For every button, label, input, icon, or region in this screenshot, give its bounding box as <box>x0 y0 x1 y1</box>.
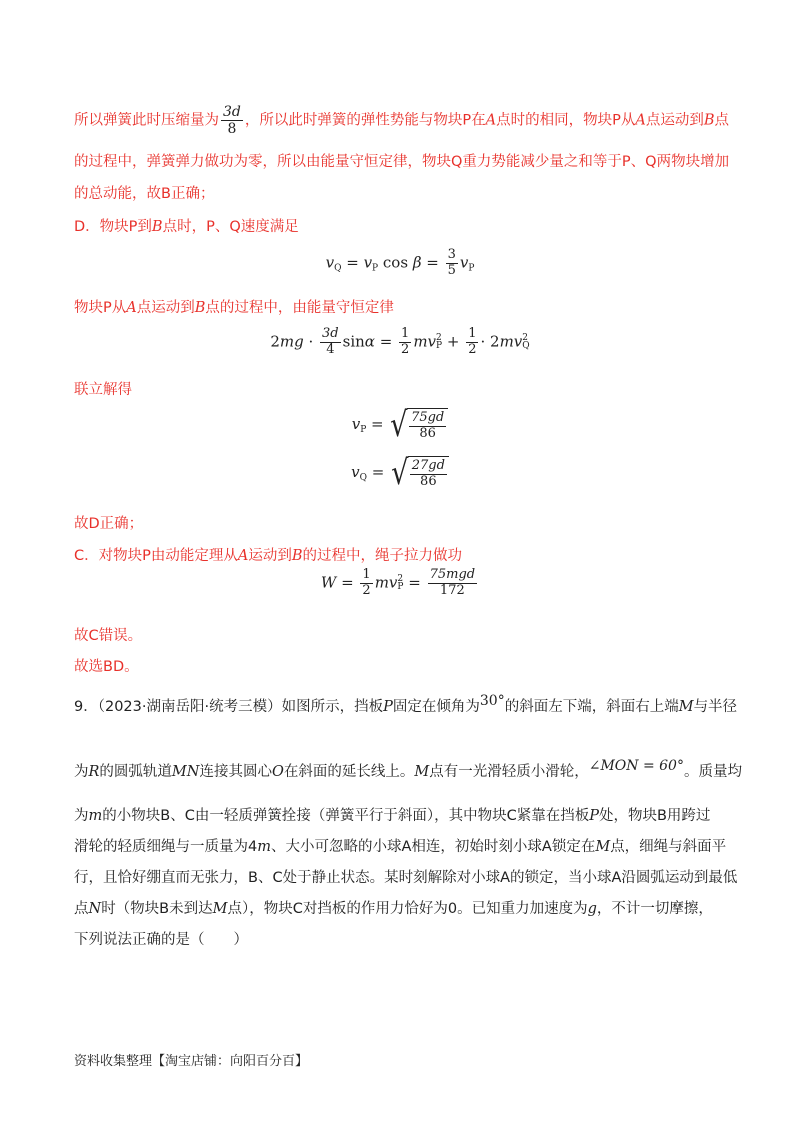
para-b-line2: 的过程中，弹簧弹力做功为零，所以由能量守恒定律，物块Q重力势能减少量之和等于P、Q两物块增加 <box>74 154 730 170</box>
text: 点 <box>714 112 729 129</box>
fraction-3d-4 <box>320 327 341 358</box>
frac-den: 86 <box>420 473 437 489</box>
frac-num: 27gd <box>411 458 445 473</box>
frac-num: 3 <box>447 247 456 262</box>
angle-30: 30° <box>479 693 505 709</box>
text: 的圆弧轨道 <box>99 764 172 780</box>
point-B: B <box>194 300 206 316</box>
text: 滑轮的轻质细绳与一质量为4 <box>74 839 258 855</box>
q9-line5: 行，且恰好绷直而无张力，B、C处于静止状态。某时刻解除对小球A的锁定，当小球A沿圆弧运动到最低 <box>74 870 738 886</box>
text: 的小物块B、C由一轻质弹簧拴接（弹簧平行于斜面），其中物块C紧靠在挡板 <box>102 808 590 824</box>
fraction-3d-8 <box>221 104 243 137</box>
para-d-line2 <box>74 296 394 317</box>
frac-den: 2 <box>401 341 410 357</box>
point-B: B <box>291 548 303 564</box>
coef: 2 <box>490 332 500 351</box>
cos: cos <box>382 253 409 272</box>
q9-line2: 为R的圆弧轨道MN连接其圆心O在斜面的延长线上。M点有一光滑轻质小滑轮，∠MON = 60°。质量均 <box>74 758 742 780</box>
point-B: B <box>703 112 715 129</box>
para-d-line1 <box>74 215 299 236</box>
text: 点运动到 <box>136 300 195 316</box>
equation-vq: $v_Q$ = √ $\frac{27gd}{86}$ <box>0 456 800 490</box>
para-c-line2: 故C错误。 <box>74 628 143 644</box>
para-c-line1 <box>74 544 462 565</box>
frac-den: 4 <box>326 341 335 357</box>
frac-den: 86 <box>419 425 436 441</box>
text: 点 <box>74 901 89 917</box>
text: 点运动到 <box>645 112 704 129</box>
text: 运动到 <box>248 548 292 564</box>
point-A: A <box>237 548 249 564</box>
text: 与半径 <box>693 699 738 715</box>
fraction-work <box>428 568 478 599</box>
q9-line7: 下列说法正确的是（ ） <box>74 932 248 948</box>
sin: sin <box>342 332 365 351</box>
text: 物块P从 <box>74 300 127 316</box>
text: 处，物块B用跨过 <box>598 808 711 824</box>
text: 的斜面左下端，斜面右上端 <box>504 699 679 715</box>
text: 点），物块C对挡板的作用力恰好为0。已知重力加速度为 <box>227 901 588 917</box>
frac-num: 3d <box>223 104 241 120</box>
text: 所以弹簧此时压缩量为 <box>74 112 219 129</box>
point-A: A <box>126 300 137 316</box>
text: 点，细绳与斜面平 <box>610 839 727 855</box>
equation-vp: $v_P$ = √ $\frac{75gd}{86}$ <box>0 408 800 442</box>
fraction-half <box>466 327 478 358</box>
fraction-half <box>360 568 372 599</box>
para-d-line4: 故D正确； <box>74 516 144 532</box>
text: 连接其圆心 <box>199 764 272 780</box>
text: 如图所示，挡板 <box>281 699 384 715</box>
angle-mon: ∠MON = 60° <box>588 758 684 774</box>
sqrt: √ $\frac{27gd}{86}$ <box>389 456 449 490</box>
text: 。质量均 <box>683 764 742 780</box>
para-c-line3: 故选BD。 <box>74 659 139 675</box>
para-b-line3: 的总动能，故B正确； <box>74 186 215 202</box>
text: 点时的相同，物块P从 <box>496 112 636 129</box>
text: 时（物块B未到达 <box>101 901 213 917</box>
frac-den: 172 <box>439 582 465 598</box>
para-d-line3: 联立解得 <box>74 382 132 398</box>
text: 为 <box>74 764 89 780</box>
equation-work: W = $\frac{1}{2}$ mv 2 P = $\frac{\text{75mgd}}{172}$ <box>320 567 476 598</box>
frac-den: 5 <box>447 262 456 278</box>
frac-den: 2 <box>362 582 371 598</box>
question-number: 9． <box>74 699 98 715</box>
frac-den: 2 <box>468 341 477 357</box>
frac-den: 8 <box>227 121 237 138</box>
q9-line1: 9．（2023·湖南岳阳·统考三模）如图所示，挡板P固定在倾角为30°的斜面左下端，斜面右上端M与半径 <box>74 693 738 715</box>
para-b-line1 <box>74 104 729 137</box>
text: ，不计一切摩擦， <box>596 901 713 917</box>
coef: 2 <box>270 332 280 351</box>
point-A: A <box>635 112 646 129</box>
text: ，所以此时弹簧的弹性势能与物块P在 <box>244 112 486 129</box>
frac-num: 75gd <box>411 410 445 425</box>
fraction-half <box>399 327 411 358</box>
frac-num: 1 <box>401 326 410 341</box>
point-B: B <box>151 219 163 235</box>
equation-velocity-relation: $v_Q = v_P$ cos β = $\frac{3}{5}$ $v_P$ <box>325 247 475 278</box>
equation-energy-conservation: 2mg · $\frac{3d}{4}$ sinα = $\frac{1}{2}$ mv 2 P + $\frac{1}{2}$ · 2mv 2 Q <box>270 326 530 357</box>
text: D．物块P到 <box>74 219 152 235</box>
frac-num: 3d <box>322 326 339 341</box>
text: 固定在倾角为 <box>392 699 480 715</box>
text: 的过程中，绳子拉力做功 <box>302 548 463 564</box>
sqrt: √ $\frac{75gd}{86}$ <box>388 408 448 442</box>
text: C．对物块P由动能定理从 <box>74 548 238 564</box>
text: 点有一光滑轻质小滑轮， <box>429 764 589 780</box>
q9-line6: 点N时（物块B未到达M点），物块C对挡板的作用力恰好为0。已知重力加速度为g，不计一切摩擦， <box>74 901 713 917</box>
q9-line4: 滑轮的轻质细绳与一质量为4m、大小可忽略的小球A相连，初始时刻小球A锁定在M点，细绳与斜面平 <box>74 839 727 855</box>
fraction-3-5 <box>446 248 458 279</box>
q9-line3: 为m的小物块B、C由一轻质弹簧拴接（弹簧平行于斜面），其中物块C紧靠在挡板P处，物块B用跨过 <box>74 808 711 824</box>
point-A: A <box>485 112 497 129</box>
question-source: （2023·湖南岳阳·统考三模） <box>97 699 282 715</box>
page-footer: 资料收集整理【淘宝店铺：向阳百分百】 <box>74 1054 309 1069</box>
text: 在斜面的延长线上。 <box>283 764 415 780</box>
frac-num: 75mgd <box>429 567 476 582</box>
text: 点的过程中，由能量守恒定律 <box>205 300 394 316</box>
text: 、大小可忽略的小球A相连，初始时刻小球A锁定在 <box>270 839 596 855</box>
frac-num: 1 <box>468 326 477 341</box>
frac-num: 1 <box>362 567 371 582</box>
text: 点时，P、Q速度满足 <box>162 219 299 235</box>
text: 为 <box>74 808 89 824</box>
